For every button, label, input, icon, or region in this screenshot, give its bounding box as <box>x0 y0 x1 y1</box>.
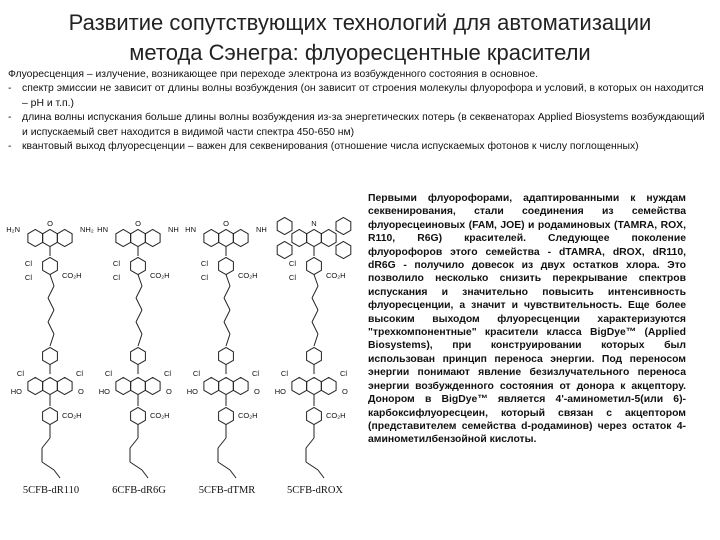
bond-line <box>312 310 318 322</box>
atom-label: CO₂H <box>62 411 82 420</box>
bond-line <box>136 322 142 334</box>
bullet-marker: - <box>8 83 12 95</box>
bond-line <box>312 298 318 310</box>
chemical-structures-drawing <box>6 186 358 486</box>
atom-label: Cl <box>200 259 208 268</box>
atom-label: Cl <box>16 369 24 378</box>
ring-hexagon <box>131 258 146 275</box>
ring-hexagon <box>277 242 292 259</box>
atom-label: Cl <box>200 273 208 282</box>
atom-label: Cl <box>24 273 32 282</box>
bond-line <box>218 438 226 448</box>
atom-label: HN <box>185 225 196 234</box>
atom-label: Cl <box>112 259 120 268</box>
atom-label: Cl <box>24 259 32 268</box>
bullet-text: длина волны испускания больше длины волны возбуждения из-за энергетических потерь (в секвенаторах Applied Biosystems возбуждающий и испускаемый свет находится в видимой части спектра 450-650 нм) <box>22 112 705 138</box>
bond-line <box>226 275 230 287</box>
atom-label: Cl <box>192 369 200 378</box>
atom-label: Cl <box>112 273 120 282</box>
bond-line <box>138 334 142 346</box>
atom-label: HO <box>98 387 110 396</box>
atom-label: Cl <box>76 369 84 378</box>
ring-hexagon <box>233 230 248 247</box>
bullet-text: спектр эмиссии не зависит от длины волны возбуждения (он зависит от строения молекулы флуорофора и условий, в которых он находится – pH и т.п.) <box>22 83 704 109</box>
bond-line <box>224 298 230 310</box>
ring-hexagon <box>28 230 43 247</box>
bond-line <box>54 470 60 478</box>
bond-line <box>130 438 138 448</box>
molecule-label: 6CFB-dR6G <box>112 485 166 496</box>
bond-line <box>136 298 142 310</box>
molecule-label: 5CFB-dTMR <box>198 485 256 496</box>
bond-line <box>224 322 230 334</box>
bullet-item <box>8 140 710 154</box>
bond-line <box>230 470 236 478</box>
bond-line <box>138 275 142 287</box>
bond-line <box>142 470 148 478</box>
atom-label: CO₂H <box>326 411 346 420</box>
atom-label: NH₂ <box>80 225 94 234</box>
ring-hexagon <box>219 258 234 275</box>
atom-label: HO <box>274 387 286 396</box>
atom-label: CO₂H <box>326 271 346 280</box>
ring-hexagon <box>43 378 58 395</box>
atom-label: O <box>342 387 348 396</box>
ring-hexagon <box>116 230 131 247</box>
ring-hexagon <box>131 378 146 395</box>
ring-hexagon <box>57 230 72 247</box>
atom-label: CO₂H <box>150 271 170 280</box>
ring-hexagon <box>307 378 322 395</box>
intro-block <box>8 68 710 154</box>
ring-hexagon <box>219 378 234 395</box>
bond-line <box>314 275 318 287</box>
ring-hexagon <box>57 378 72 395</box>
bond-line <box>306 438 314 448</box>
bond-line <box>218 462 230 470</box>
bond-line <box>136 286 142 298</box>
atom-label: Cl <box>288 273 296 282</box>
ring-hexagon <box>28 378 43 395</box>
atom-label: O <box>47 219 53 228</box>
ring-hexagon <box>219 348 234 365</box>
ring-hexagon <box>43 348 58 365</box>
atom-label: N <box>311 219 317 228</box>
atom-label: CO₂H <box>62 271 82 280</box>
bullet-item <box>8 82 710 111</box>
bullet-text: квантовый выход флуоресценции – важен для секвенирования (отношение числа испускаемых фотонов к числу поглощенных) <box>22 141 639 153</box>
bond-line <box>42 462 54 470</box>
bond-line <box>226 334 230 346</box>
atom-label: CO₂H <box>238 411 258 420</box>
bond-line <box>306 462 318 470</box>
molecule-label: 5CFB-dR110 <box>22 485 80 496</box>
atom-label: Cl <box>104 369 112 378</box>
bond-line <box>50 334 54 346</box>
atom-label: Cl <box>252 369 260 378</box>
atom-label: CO₂H <box>238 271 258 280</box>
ring-hexagon <box>43 230 58 247</box>
bond-line <box>224 310 230 322</box>
ring-hexagon <box>277 218 292 235</box>
ring-hexagon <box>292 230 307 247</box>
ring-hexagon <box>43 258 58 275</box>
ring-hexagon <box>131 348 146 365</box>
atom-label: HO <box>10 387 22 396</box>
ring-hexagon <box>116 378 131 395</box>
ring-hexagon <box>233 378 248 395</box>
bond-line <box>224 286 230 298</box>
molecule-label: 5CFB-dROX <box>286 485 343 496</box>
atom-label: O <box>78 387 84 396</box>
atom-label: Cl <box>164 369 172 378</box>
ring-hexagon <box>307 408 322 425</box>
bond-line <box>48 298 54 310</box>
bullet-marker: - <box>8 112 12 124</box>
atom-label: O <box>135 219 141 228</box>
bond-line <box>318 470 324 478</box>
bond-line <box>312 322 318 334</box>
ring-hexagon <box>131 230 146 247</box>
bond-line <box>48 322 54 334</box>
ring-hexagon <box>307 258 322 275</box>
intro-definition: Флуоресценция – излучение, возникающее при переходе электрона из возбужденного состояния в основное. <box>8 69 539 80</box>
ring-hexagon <box>336 242 351 259</box>
atom-label: O <box>223 219 229 228</box>
bond-line <box>48 286 54 298</box>
ring-hexagon <box>219 408 234 425</box>
bond-line <box>312 286 318 298</box>
atom-label: HO <box>186 387 198 396</box>
bullet-marker: - <box>8 141 12 153</box>
bond-line <box>130 462 142 470</box>
ring-hexagon <box>321 378 336 395</box>
ring-hexagon <box>131 408 146 425</box>
ring-hexagon <box>307 230 322 247</box>
bond-line <box>48 310 54 322</box>
ring-hexagon <box>145 230 160 247</box>
atom-label: Cl <box>288 259 296 268</box>
ring-hexagon <box>307 348 322 365</box>
ring-hexagon <box>292 378 307 395</box>
bond-line <box>136 310 142 322</box>
atom-label: NH <box>256 225 267 234</box>
slide-title: Развитие сопутствующих технологий для автоматизации метода Сэнегра: флуоресцентные красители <box>68 10 652 65</box>
ring-hexagon <box>204 378 219 395</box>
atom-label: CO₂H <box>150 411 170 420</box>
atom-label: O <box>254 387 260 396</box>
dye-structures-figure <box>6 186 358 502</box>
atom-label: O <box>166 387 172 396</box>
ring-hexagon <box>219 230 234 247</box>
bullet-item <box>8 111 710 140</box>
atom-label: Cl <box>340 369 348 378</box>
ring-hexagon <box>145 378 160 395</box>
bond-line <box>50 275 54 287</box>
atom-label: Cl <box>280 369 288 378</box>
ring-hexagon <box>321 230 336 247</box>
bond-line <box>314 334 318 346</box>
atom-label: HN <box>97 225 108 234</box>
side-paragraph: Первыми флуорофорами, адаптированными к нуждам секвенирования, стали соединения из семейства флуоресцеиновых (FAM, JOE) и родаминовых (TAMRA, ROX, R110, R6G) красителей. Следующее поколение флуорофоров этого семейства - dTAMRA, dROX, dR110, dR6G - получило довесок из двух остатков хлора. Это позволило несколько снизить перекрывание спектров испускания и значительно повысить интенсивность флуоресценции, а значит и чувствительность. Еще более высоким выходом флуоресценции характеризуются "трехкомпонентные" красители класса BigDye™ (Applied Biosystems), при конструировании которых был использован принцип переноса энергии. Под переносом энергии понимают явление безизлучательного переноса энергии возбужденного состояния от донора к акцептору. Донором в BigDye™ является 4'-аминометил-5(или 6)-карбоксифлуоресцеин, который связан с акцептором (представителем семейства d-родаминов) через остаток 4-аминометилбензойной кислоты. <box>368 193 686 446</box>
ring-hexagon <box>43 408 58 425</box>
atom-label: NH <box>168 225 179 234</box>
ring-hexagon <box>204 230 219 247</box>
atom-label: H₂N <box>6 225 20 234</box>
bond-line <box>42 438 50 448</box>
ring-hexagon <box>336 218 351 235</box>
